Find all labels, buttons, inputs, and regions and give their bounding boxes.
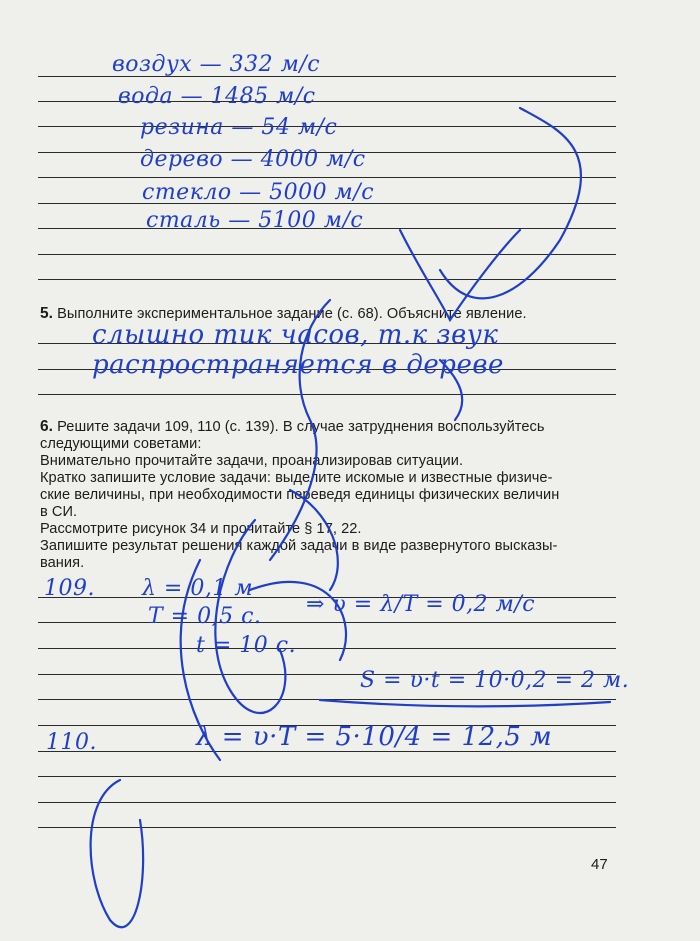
task-text: Рассмотрите рисунок 34 и прочитайте § 17, 22. [40, 521, 362, 537]
solution-given: T = 0,5 с. [148, 604, 262, 629]
task-text: Запишите результат решения каждой задачи в виде развернутого высказы- [40, 538, 558, 554]
task-text: Решите задачи 109, 110 (с. 139). В случае затруднения воспользуйтесь [57, 419, 545, 435]
handwritten-answer: воздух — 332 м/с [112, 52, 321, 77]
task-text: Внимательно прочитайте задачи, проанализировав ситуации. [40, 453, 464, 469]
handwritten-answer: стекло — 5000 м/с [142, 180, 375, 205]
solution-given: λ = 0,1 м [142, 576, 254, 601]
handwritten-answer: слышно тик часов, т.к звук [92, 320, 499, 350]
task-text: следующими советами: [40, 436, 202, 452]
task-text: вания. [40, 555, 85, 571]
solution-result: S = υ·t = 10·0,2 = 2 м. [360, 668, 630, 693]
solution-given: t = 10 с. [196, 633, 297, 658]
task-number: 5. [40, 305, 54, 322]
solution-label: 109. [44, 576, 95, 601]
handwritten-answer: резина — 54 м/с [140, 115, 338, 140]
task-text: Выполните экспериментальное задание (с. 68). Объясните явление. [57, 306, 527, 322]
solution-formula: λ = υ·T = 5·10/4 = 12,5 м [196, 722, 553, 752]
solution-label: 110. [46, 730, 97, 755]
handwritten-answer: вода — 1485 м/с [118, 84, 316, 109]
page-number: 47 [591, 856, 608, 873]
handwritten-answer: дерево — 4000 м/с [140, 147, 366, 172]
task-text: ские величины, при необходимости переведя единицы физических величин [40, 487, 560, 503]
handwritten-answer: сталь — 5100 м/с [146, 208, 364, 233]
solution-formula: ⇒ υ = λ/T = 0,2 м/с [306, 592, 536, 617]
task-text: в СИ. [40, 504, 78, 520]
task-number: 6. [40, 418, 54, 435]
task-text: Кратко запишите условие задачи: выделите искомые и известные физиче- [40, 470, 553, 486]
handwritten-answer: распространяется в дереве [92, 350, 504, 380]
